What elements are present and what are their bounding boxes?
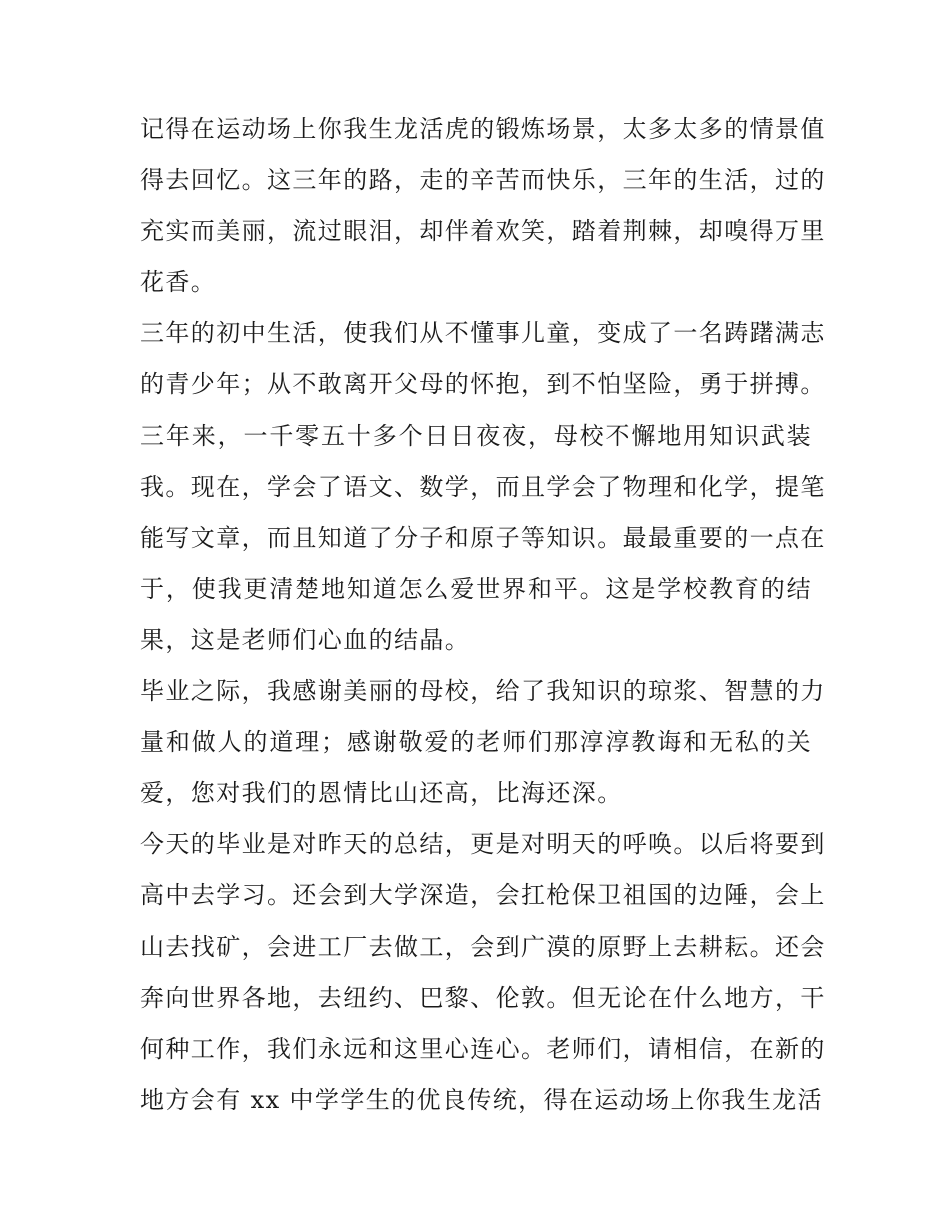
text-line: 花香。 xyxy=(140,268,217,297)
text-line: 爱，您对我们的恩情比山还高，比海还深。 xyxy=(140,779,623,808)
text-line: 量和做人的道理；感谢敬爱的老师们那淳淳教诲和无私的关 xyxy=(140,728,812,757)
text-line: 山去找矿，会进工厂去做工，会到广漠的原野上去耕耘。还会 xyxy=(140,932,826,961)
text-line: 三年的初中生活，使我们从不懂事儿童，变成了一名踌躇满志 xyxy=(140,319,826,348)
text-line: 地方会有 xx 中学学生的优良传统，得在运动场上你我生龙活 xyxy=(140,1085,823,1114)
paragraph-3 xyxy=(140,666,826,819)
text-line: 得去回忆。这三年的路，走的辛苦而快乐，三年的生活，过的 xyxy=(140,166,826,195)
paragraph-4 xyxy=(140,819,826,1126)
text-line: 三年来，一千零五十多个日日夜夜，母校不懈地用知识武装 xyxy=(140,421,812,450)
text-line: 何种工作，我们永远和这里心连心。老师们，请相信，在新的 xyxy=(140,1034,826,1063)
text-line: 记得在运动场上你我生龙活虎的锻炼场景，太多太多的情景值 xyxy=(140,115,826,143)
text-line: 果，这是老师们心血的结晶。 xyxy=(140,625,471,654)
text-line: 于，使我更清楚地知道怎么爱世界和平。这是学校教育的结 xyxy=(140,574,812,603)
text-line: 充实而美丽，流过眼泪，却伴着欢笑，踏着荆棘，却嗅得万里 xyxy=(140,217,826,246)
paragraph-2 xyxy=(140,308,826,666)
paragraph-1 xyxy=(140,104,826,308)
document-body xyxy=(140,104,826,1126)
text-line: 我。现在，学会了语文、数学，而且学会了物理和化学，提笔 xyxy=(140,472,826,501)
text-line: 能写文章，而且知道了分子和原子等知识。最最重要的一点在 xyxy=(140,523,826,552)
text-line: 高中去学习。还会到大学深造，会扛枪保卫祖国的边陲，会上 xyxy=(140,881,826,910)
text-line: 的青少年；从不敢离开父母的怀抱，到不怕坚险，勇于拼搏。 xyxy=(140,370,826,399)
text-line: 毕业之际，我感谢美丽的母校，给了我知识的琼浆、智慧的力 xyxy=(140,677,826,706)
text-line: 奔向世界各地，去纽约、巴黎、伦敦。但无论在什么地方，干 xyxy=(140,983,826,1012)
text-line: 今天的毕业是对昨天的总结，更是对明天的呼唤。以后将要到 xyxy=(140,830,826,859)
